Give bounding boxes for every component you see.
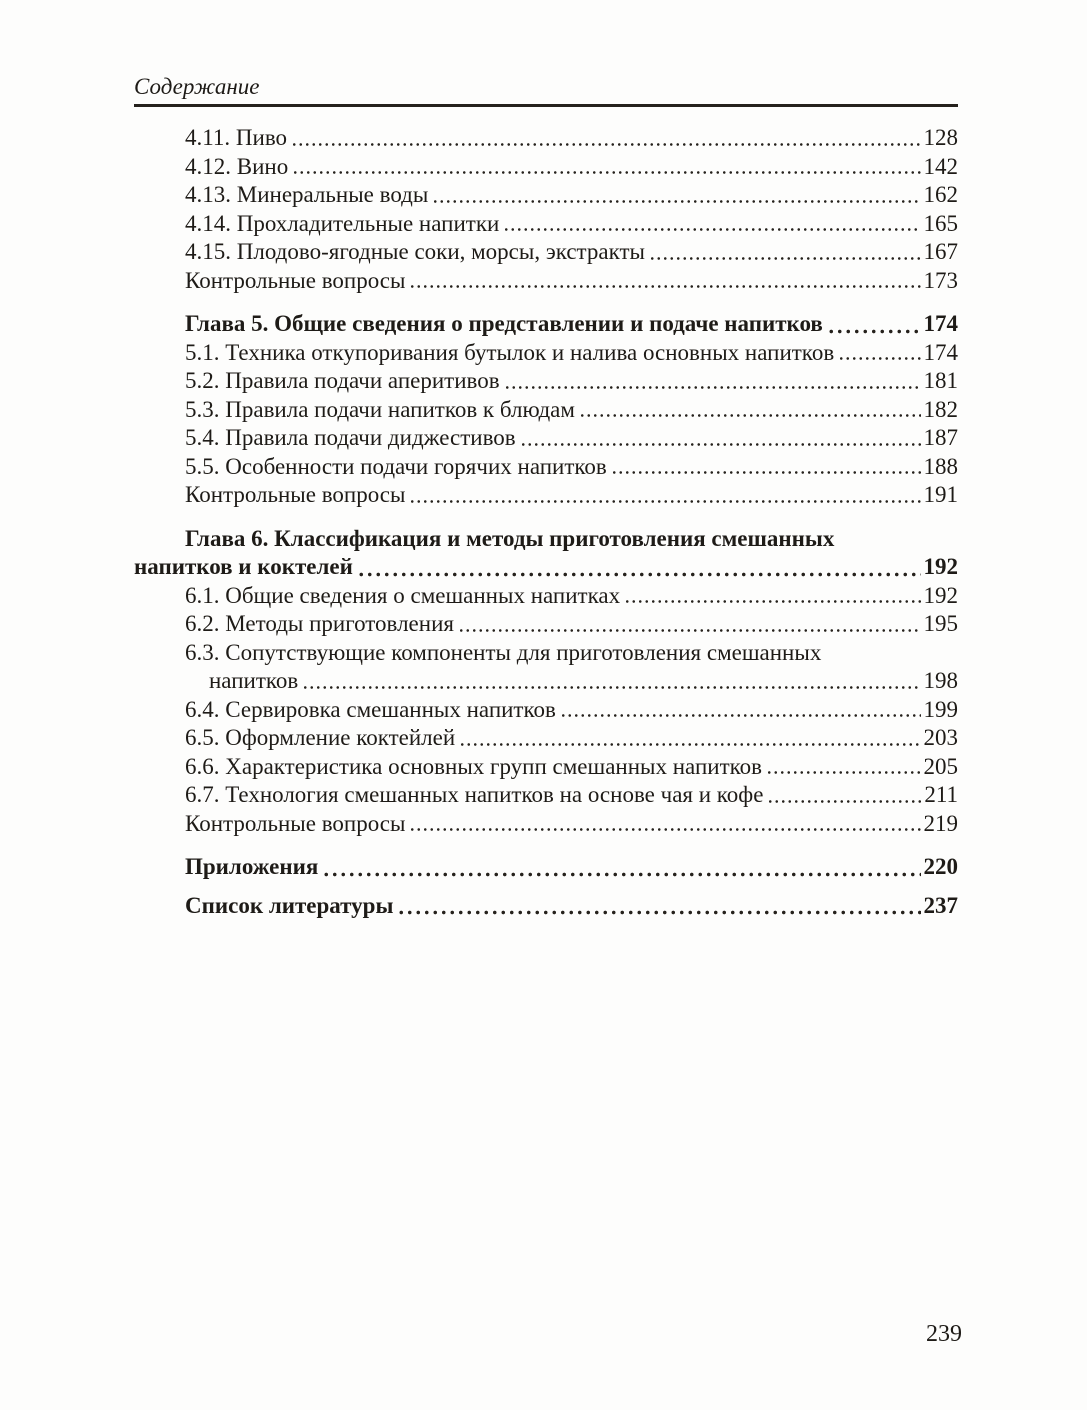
toc-leader-dots — [357, 571, 921, 577]
toc-entry-label: напитков и коктелей — [134, 554, 353, 579]
toc-leader-dots — [504, 385, 921, 390]
toc-entry — [134, 453, 958, 482]
toc-leader-dots — [827, 328, 921, 334]
toc-entry-page: 182 — [923, 396, 958, 422]
toc-entry — [134, 753, 958, 782]
toc-entry-page: 219 — [923, 810, 958, 836]
toc-entry-page: 199 — [923, 696, 958, 722]
toc-entry — [134, 310, 958, 339]
toc-entry-label: 4.12. Вино — [185, 153, 289, 179]
toc-leader-dots — [409, 284, 920, 289]
page-number: 239 — [926, 1321, 962, 1347]
toc-leader-dots — [503, 227, 920, 232]
toc-entry-page: 220 — [923, 854, 958, 879]
toc-leader-dots — [291, 142, 920, 147]
toc-leader-dots — [579, 413, 921, 418]
toc-entry-page: 188 — [923, 453, 958, 479]
toc-entry-page: 173 — [923, 267, 958, 293]
toc-entry — [134, 424, 958, 453]
toc-entry-page: 198 — [923, 668, 958, 693]
toc-entry — [134, 667, 958, 696]
toc-leader-dots — [322, 871, 920, 877]
toc-entry-label: 5.3. Правила подачи напитков к блюдам — [185, 396, 575, 422]
toc-entry — [134, 481, 958, 510]
toc-entry — [134, 610, 958, 639]
toc-entry — [134, 238, 958, 267]
toc-leader-dots — [520, 442, 921, 447]
toc-leader-dots — [624, 599, 920, 604]
toc-entry — [134, 553, 958, 582]
header-rule — [134, 104, 958, 107]
toc-entry — [134, 810, 958, 839]
toc-leader-dots — [432, 199, 920, 204]
toc-leader-dots — [397, 909, 920, 915]
toc-leader-dots — [838, 356, 920, 361]
toc-entry-label: 5.4. Правила подачи диджестивов — [185, 425, 516, 450]
toc-entry — [134, 696, 958, 725]
toc-leader-dots — [649, 256, 921, 261]
toc-entry — [134, 153, 958, 182]
toc-entry-label: 6.4. Сервировка смешанных напитков — [185, 696, 556, 722]
toc-entry-page: 203 — [923, 725, 958, 750]
toc-leader-dots — [458, 628, 921, 633]
toc-entry-label: Глава 5. Общие сведения о представлении и подаче напитков — [185, 311, 823, 336]
toc-entry-page: 174 — [923, 311, 958, 336]
toc-entry — [134, 853, 958, 882]
toc-leader-dots — [459, 742, 920, 747]
toc-entry-label: Контрольные вопросы — [185, 482, 406, 507]
content-block — [134, 74, 958, 920]
toc-entry — [134, 339, 958, 368]
toc-leader-dots — [611, 470, 921, 475]
toc-entry-page: 165 — [923, 210, 958, 236]
toc-entry-page: 192 — [923, 582, 958, 608]
toc-entry-page: 195 — [923, 611, 958, 636]
toc-entry-label: Приложения — [185, 854, 319, 879]
toc-entry — [134, 781, 958, 810]
toc-entry-label: 5.1. Техника откупоривания бутылок и налива основных напитков — [185, 339, 835, 365]
running-header-title: Содержание — [134, 74, 260, 99]
toc-entry-label: 4.15. Плодово-ягодные соки, морсы, экстракты — [185, 239, 645, 264]
toc-entry — [134, 724, 958, 753]
toc-leader-dots — [292, 170, 920, 175]
toc-entry-label: 4.14. Прохладительные напитки — [185, 210, 500, 236]
toc-leader-dots — [409, 827, 920, 832]
toc-entry-page: 192 — [923, 554, 958, 579]
toc-entry-page: 205 — [923, 753, 958, 779]
toc-entry — [134, 525, 958, 554]
toc-entry-label: 6.7. Технология смешанных напитков на основе чая и кофе — [185, 782, 764, 807]
toc-entry — [134, 367, 958, 396]
toc-leader-dots — [766, 770, 921, 775]
toc-entry-page: 181 — [923, 368, 958, 393]
toc-entry-label: 5.5. Особенности подачи горячих напитков — [185, 453, 607, 479]
toc-entry-page: 162 — [923, 182, 958, 207]
toc-entry-label: 6.5. Оформление коктейлей — [185, 725, 456, 750]
toc-entry-label: 6.1. Общие сведения о смешанных напитках — [185, 582, 621, 608]
toc-entry-page: 187 — [923, 425, 958, 450]
toc-entry-label: 4.11. Пиво — [185, 125, 288, 150]
toc-list — [134, 124, 958, 920]
toc-entry-label: Контрольные вопросы — [185, 267, 406, 293]
toc-entry-page: 237 — [923, 892, 958, 918]
toc-entry-label: 5.2. Правила подачи аперитивов — [185, 368, 500, 393]
toc-leader-dots — [560, 713, 921, 718]
toc-entry-page: 211 — [924, 782, 958, 807]
toc-entry — [134, 396, 958, 425]
toc-entry-label: Глава 6. Классификация и методы приготовления смешанных — [185, 525, 835, 551]
toc-entry-label: 6.6. Характеристика основных групп смешанных напитков — [185, 753, 762, 779]
toc-entry — [134, 124, 958, 153]
toc-leader-dots — [302, 685, 920, 690]
toc-entry — [134, 267, 958, 296]
toc-entry-page: 142 — [923, 153, 958, 179]
toc-entry-label: Список литературы — [185, 892, 394, 918]
toc-entry-page: 167 — [923, 239, 958, 264]
toc-entry — [134, 582, 958, 611]
toc-entry — [134, 892, 958, 921]
toc-leader-dots — [409, 499, 920, 504]
toc-entry-page: 191 — [923, 482, 958, 507]
toc-leader-dots — [767, 799, 921, 804]
toc-entry-label: 6.2. Методы приготовления — [185, 611, 454, 636]
toc-entry-label: 4.13. Минеральные воды — [185, 182, 429, 207]
toc-entry-page: 174 — [923, 339, 958, 365]
toc-entry-label: 6.3. Сопутствующие компоненты для приготовления смешанных — [185, 639, 822, 665]
toc-entry-page: 128 — [923, 125, 958, 150]
toc-entry — [134, 181, 958, 210]
toc-entry-label: напитков — [209, 668, 299, 693]
toc-entry — [134, 210, 958, 239]
toc-entry-label: Контрольные вопросы — [185, 810, 406, 836]
toc-entry — [134, 639, 958, 668]
